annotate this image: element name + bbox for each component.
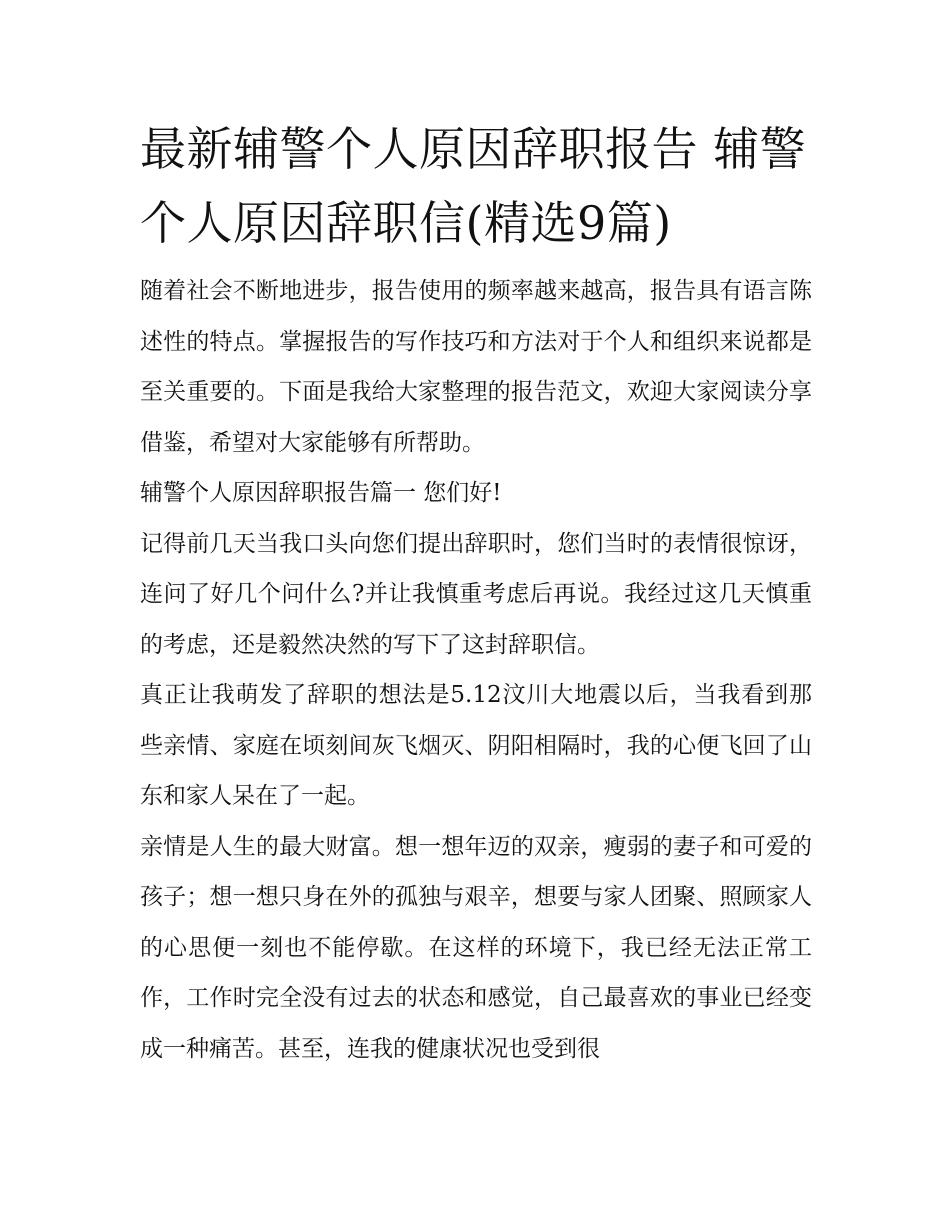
paragraph-intro: 随着社会不断地进步，报告使用的频率越来越高，报告具有语言陈述性的特点。掌握报告的写作技巧和方法对于个人和组织来说都是至关重要的。下面是我给大家整理的报告范文，欢迎大家阅读分享借鉴，希望对大家能够有所帮助。 (140, 278, 812, 456)
paragraph-body-1: 记得前几天当我口头向您们提出辞职时，您们当时的表情很惊讶，连问了好几个问什么?并让我慎重考虑后再说。我经过这几天慎重的考虑，还是毅然决然的写下了这封辞职信。 (140, 530, 812, 658)
document-title: 最新辅警个人原因辞职报告 辅警个人原因辞职信(精选9篇) (140, 122, 807, 250)
paragraph-section-heading: 辅警个人原因辞职报告篇一 您们好! (140, 480, 502, 506)
paragraph-body-2: 真正让我萌发了辞职的想法是5.12汶川大地震以后，当我看到那些亲情、家庭在顷刻间灰飞烟灭、阴阳相隔时，我的心便飞回了山东和家人呆在了一起。 (140, 682, 812, 809)
document-page (140, 112, 812, 1074)
paragraph-body-3: 亲情是人生的最大财富。想一想年迈的双亲，瘦弱的妻子和可爱的孩子；想一想只身在外的孤独与艰辛，想要与家人团聚、照顾家人的心思便一刻也不能停歇。在这样的环境下，我已经无法正常工作，工作时完全没有过去的状态和感觉，自己最喜欢的事业已经变成一种痛苦。甚至，连我的健康状况也受到很 (140, 833, 812, 1062)
